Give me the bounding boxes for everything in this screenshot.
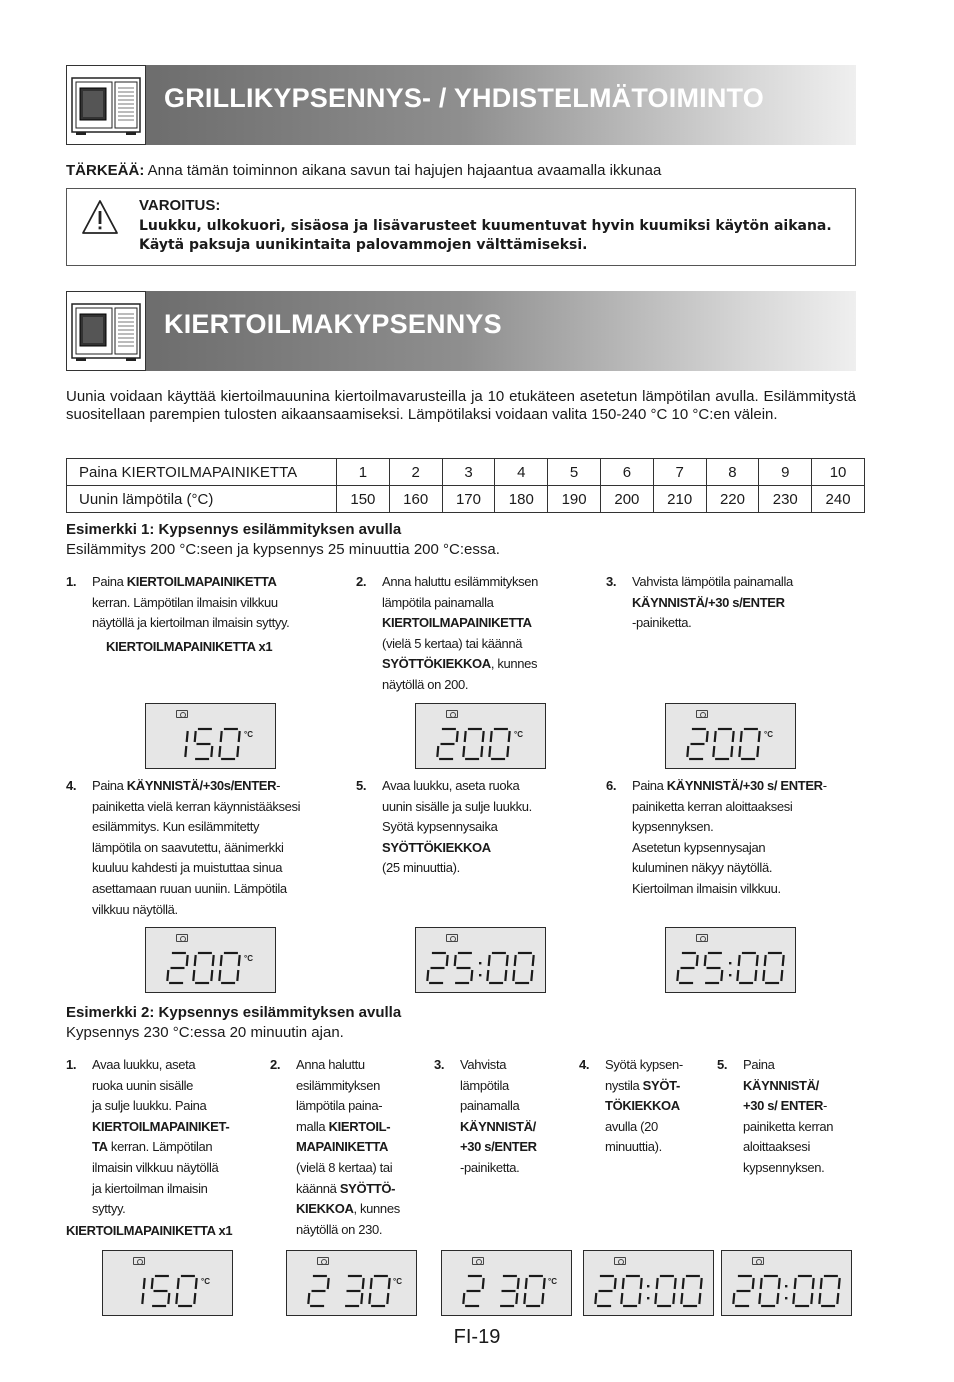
warning-box xyxy=(66,188,856,266)
step-line: malla KIERTOIL- xyxy=(296,1118,391,1134)
lcd-segment xyxy=(819,1293,820,1304)
step-line: painiketta kerran xyxy=(743,1118,834,1134)
lcd-segment xyxy=(737,970,738,981)
lcd-digits xyxy=(450,1267,562,1313)
step-line: -painiketta. xyxy=(460,1159,520,1175)
step-line: KÄYNNISTÄ/+30 s/ENTER xyxy=(632,594,785,610)
example1-step1-action: KIERTOILMAPAINIKETTA x1 xyxy=(106,639,273,654)
lcd-segment xyxy=(487,970,488,981)
step-number: 5. xyxy=(717,1057,728,1072)
lcd-colon xyxy=(647,1285,649,1287)
lcd-segment xyxy=(489,955,490,966)
lcd-colon xyxy=(647,1297,649,1299)
fan-icon xyxy=(752,1257,764,1265)
step-line: painiketta vielä kerran käynnistääksesi xyxy=(92,798,301,814)
lcd-segment xyxy=(739,955,740,966)
lcd-digits xyxy=(674,720,786,766)
step-line: Avaa luukku, aseta xyxy=(92,1057,196,1072)
lcd-unit: °C xyxy=(514,730,523,739)
step-line: kerran. Lämpötilan ilmaisin vilkkuu xyxy=(92,594,278,610)
table-cell: 7 xyxy=(653,459,706,486)
step-line: SYÖTTÖKIEKKOA xyxy=(382,839,491,855)
grill-section-banner xyxy=(66,65,856,145)
step-number: 1. xyxy=(66,574,77,589)
lcd-segment xyxy=(733,1293,734,1304)
lcd-segment xyxy=(755,970,756,981)
table-cell: 190 xyxy=(548,486,601,513)
lcd-segment xyxy=(187,955,188,966)
lcd-segment xyxy=(167,970,168,981)
lcd-segment xyxy=(779,1278,780,1289)
step-line: SYÖTTÖKIEKKOA, kunnes xyxy=(382,656,538,672)
lcd-segment xyxy=(763,970,764,981)
step-line: kypsennyksen. xyxy=(743,1159,825,1175)
lcd-segment xyxy=(195,955,196,966)
lcd-segment xyxy=(677,970,678,981)
warning-title: VAROITUS: xyxy=(139,197,221,214)
lcd-unit: °C xyxy=(393,1277,402,1286)
step-line: painiketta kerran aloittaaksesi xyxy=(632,798,793,814)
warning-icon xyxy=(81,199,119,235)
lcd-unit: °C xyxy=(244,730,253,739)
lcd-colon xyxy=(729,974,731,976)
lcd-segment xyxy=(699,1293,700,1304)
table-cell: 1 xyxy=(337,459,390,486)
lcd-digits xyxy=(295,1267,407,1313)
lcd-segment xyxy=(185,746,186,757)
step-line: +30 s/ ENTER- xyxy=(743,1098,827,1114)
lcd-display xyxy=(665,703,796,769)
lcd-segment xyxy=(795,1278,796,1289)
fan-icon xyxy=(176,934,188,942)
table-cell: 6 xyxy=(600,459,653,486)
step-line: näytöllä on 200. xyxy=(382,676,469,692)
step-line: ruoka uunin sisälle xyxy=(92,1077,194,1093)
step-line: ja sulje luukku. Paina xyxy=(92,1098,207,1114)
lcd-segment xyxy=(715,731,716,742)
lcd-segment xyxy=(168,1293,169,1304)
lcd-colon xyxy=(479,962,481,964)
table-cell: 9 xyxy=(759,459,812,486)
fan-icon xyxy=(614,1257,626,1265)
step-line: uunin sisälle ja sulje luukku. xyxy=(382,798,532,814)
lcd-segment xyxy=(821,1278,822,1289)
example1-subheading: Esilämmitys 200 °C:seen ja kypsennys 25 minuuttia 200 °C:essa. xyxy=(66,541,500,558)
lcd-segment xyxy=(697,955,698,966)
step-line: Avaa luukku, aseta ruoka xyxy=(382,778,520,793)
lcd-segment xyxy=(239,955,240,966)
table-cell: 180 xyxy=(495,486,548,513)
step-line: ja kiertoilman ilmaisin xyxy=(92,1180,208,1196)
lcd-segment xyxy=(221,731,222,742)
lcd-colon xyxy=(785,1285,787,1287)
microwave-icon xyxy=(66,291,146,371)
step-number: 4. xyxy=(66,778,77,793)
lcd-segment xyxy=(681,1293,682,1304)
step-text xyxy=(92,776,300,920)
table-cell: 220 xyxy=(706,486,759,513)
step-line: Syötä kypsen- xyxy=(605,1057,683,1072)
step-text xyxy=(632,572,793,634)
step-line: kuuluu kahdesti ja muistuttaa sinua xyxy=(92,860,283,876)
fan-icon xyxy=(696,934,708,942)
lcd-segment xyxy=(152,1278,153,1289)
step-line: esilämmityksen xyxy=(296,1077,380,1093)
warning-text: Luukku, ulkokuori, sisäosa ja lisävarusteet kuumentuvat hyvin kuumiksi käytön aikana. Käytä paksuja uunikintaita palovammojen välttämiseksi. xyxy=(139,218,832,253)
intro-paragraph: Uunia voidaan käyttää kiertoilmauunina kiertoilmavarusteilla ja 10 etukäteen asetetun lämpötilan avulla. Esilämmitystä suositellaan parempien tulosten aikaansaamiseksi. Lämpötilaksi voidaan valita 150-240 °C 10 °C:en välein. xyxy=(66,388,856,423)
lcd-display xyxy=(145,927,276,993)
lcd-segment xyxy=(811,1293,812,1304)
lcd-segment xyxy=(363,1278,364,1289)
lcd-segment xyxy=(705,955,706,966)
lcd-segment xyxy=(194,1293,195,1304)
lcd-segment xyxy=(793,1293,794,1304)
lcd-segment xyxy=(328,1278,329,1289)
lcd-segment xyxy=(657,1278,658,1289)
lcd-segment xyxy=(489,746,490,757)
lcd-digits xyxy=(730,1267,842,1313)
table-row-label: Paina KIERTOILMAPAINIKETTA xyxy=(67,459,337,486)
step-line: näytöllä on 230. xyxy=(296,1221,383,1237)
lcd-segment xyxy=(777,1293,778,1304)
lcd-segment xyxy=(595,1293,596,1304)
lcd-digits xyxy=(424,720,536,766)
table-cell: 2 xyxy=(389,459,442,486)
lcd-segment xyxy=(759,731,760,742)
step-line: KÄYNNISTÄ/ xyxy=(460,1118,536,1134)
lcd-segment xyxy=(731,746,732,757)
step-text xyxy=(92,572,289,634)
lcd-segment xyxy=(733,731,734,742)
lcd-colon xyxy=(479,974,481,976)
lcd-display xyxy=(665,927,796,993)
lcd-segment xyxy=(178,1278,179,1289)
lcd-segment xyxy=(507,746,508,757)
lcd-segment xyxy=(513,970,514,981)
lcd-segment xyxy=(483,1278,484,1289)
step-number: 3. xyxy=(606,574,617,589)
step-number: 1. xyxy=(66,1057,77,1072)
step-number: 4. xyxy=(579,1057,590,1072)
lcd-display xyxy=(286,1250,417,1316)
lcd-segment xyxy=(673,1293,674,1304)
lcd-segment xyxy=(509,731,510,742)
table-cell: 10 xyxy=(812,459,865,486)
step-line: painamalla xyxy=(460,1098,520,1114)
step-line: Paina KIERTOILMAPAINIKETTA xyxy=(92,574,277,589)
lcd-segment xyxy=(457,731,458,742)
step-line: vilkkuu näytöllä. xyxy=(92,901,178,917)
lcd-colon xyxy=(785,1297,787,1299)
lcd-segment xyxy=(463,746,464,757)
step-line: TA kerran. Lämpötilan xyxy=(92,1139,213,1155)
lcd-segment xyxy=(237,970,238,981)
step-line: -painiketta. xyxy=(632,615,692,631)
lcd-segment xyxy=(621,1293,622,1304)
step-line: esilämmitys. Kun esilämmitetty xyxy=(92,819,260,835)
table-cell: 160 xyxy=(389,486,442,513)
lcd-segment xyxy=(713,746,714,757)
temperature-table xyxy=(66,458,865,513)
table-row-label: Uunin lämpötila (°C) xyxy=(67,486,337,513)
lcd-digits xyxy=(111,1267,223,1313)
step-line: lämpötila on saavutettu, äänimerkki xyxy=(92,839,284,855)
lcd-unit: °C xyxy=(201,1277,210,1286)
table-cell: 4 xyxy=(495,459,548,486)
step-number: 2. xyxy=(270,1057,281,1072)
step-text xyxy=(296,1055,400,1240)
table-cell: 240 xyxy=(812,486,865,513)
table-cell: 150 xyxy=(337,486,390,513)
step-line: KÄYNNISTÄ/ xyxy=(743,1077,819,1093)
step-line: Paina KÄYNNISTÄ/+30 s/ ENTER- xyxy=(632,778,827,793)
fan-icon xyxy=(317,1257,329,1265)
table-cell: 170 xyxy=(442,486,495,513)
fan-icon xyxy=(696,710,708,718)
fan-icon xyxy=(446,934,458,942)
table-cell: 3 xyxy=(442,459,495,486)
table-cell: 210 xyxy=(653,486,706,513)
table-row xyxy=(67,486,865,513)
lcd-segment xyxy=(615,1278,616,1289)
lcd-segment xyxy=(655,1293,656,1304)
step-line: TÖKIEKKOA xyxy=(605,1098,680,1114)
table-cell: 8 xyxy=(706,459,759,486)
lcd-unit: °C xyxy=(764,730,773,739)
step-line: (25 minuuttia). xyxy=(382,860,460,876)
lcd-unit: °C xyxy=(244,954,253,963)
lcd-segment xyxy=(389,1278,390,1289)
step-line: kuluminen näkyy näytöllä. xyxy=(632,860,773,876)
lcd-segment xyxy=(211,970,212,981)
lcd-segment xyxy=(463,1293,464,1304)
step-line: asettamaan ruuan uuniin. Lämpötila xyxy=(92,880,287,896)
step-line: MAPAINIKETTA xyxy=(296,1139,389,1155)
step-line: lämpötila xyxy=(460,1077,509,1093)
lcd-segment xyxy=(759,1293,760,1304)
step-line: (vielä 5 kertaa) tai käännä xyxy=(382,635,523,651)
lcd-segment xyxy=(707,731,708,742)
lcd-segment xyxy=(144,1278,145,1289)
step-line: KIERTOILMAPAINIKET- xyxy=(92,1118,230,1134)
example2-subheading: Kypsennys 230 °C:essa 20 minuutin ajan. xyxy=(66,1024,344,1041)
step-line: käännä SYÖTTÖ- xyxy=(296,1180,396,1196)
lcd-segment xyxy=(524,1293,525,1304)
fan-icon xyxy=(472,1257,484,1265)
lcd-display xyxy=(415,927,546,993)
lcd-segment xyxy=(142,1293,143,1304)
lcd-segment xyxy=(813,1278,814,1289)
lcd-segment xyxy=(239,731,240,742)
lcd-segment xyxy=(741,731,742,742)
lcd-segment xyxy=(739,746,740,757)
table-cell: 200 xyxy=(600,486,653,513)
step-text xyxy=(382,572,538,696)
step-line: Paina xyxy=(743,1057,775,1072)
lcd-segment xyxy=(531,970,532,981)
lcd-segment xyxy=(839,1278,840,1289)
lcd-display xyxy=(441,1250,572,1316)
lcd-colon xyxy=(729,962,731,964)
step-line: Syötä kypsennysaika xyxy=(382,819,498,835)
step-line: KIERTOILMAPAINIKETTA xyxy=(382,615,532,631)
lcd-segment xyxy=(219,746,220,757)
lcd-segment xyxy=(196,1278,197,1289)
lcd-display xyxy=(583,1250,714,1316)
step-line: näytöllä ja kiertoilman ilmaisin syttyy. xyxy=(92,615,290,631)
lcd-segment xyxy=(687,746,688,757)
step-line: ilmaisin vilkkuu näytöllä xyxy=(92,1159,219,1175)
step-line: avulla (20 xyxy=(605,1118,658,1134)
lcd-segment xyxy=(641,1278,642,1289)
step-number: 3. xyxy=(434,1057,445,1072)
lcd-digits xyxy=(592,1267,704,1313)
convection-section-title: KIERTOILMAKYPSENNYS xyxy=(164,309,502,339)
lcd-segment xyxy=(219,970,220,981)
lcd-segment xyxy=(483,731,484,742)
step-number: 2. xyxy=(356,574,367,589)
lcd-segment xyxy=(515,955,516,966)
table-row xyxy=(67,459,865,486)
lcd-segment xyxy=(761,1278,762,1289)
lcd-segment xyxy=(369,1293,370,1304)
lcd-display xyxy=(145,703,276,769)
step-text xyxy=(743,1055,833,1179)
fan-icon xyxy=(133,1257,145,1265)
lcd-digits xyxy=(674,944,786,990)
example1-heading: Esimerkki 1: Kypsennys esilämmityksen avulla xyxy=(66,521,402,538)
lcd-segment xyxy=(221,955,222,966)
lcd-segment xyxy=(518,1278,519,1289)
step-text xyxy=(382,776,532,879)
lcd-segment xyxy=(187,731,188,742)
lcd-segment xyxy=(491,731,492,742)
lcd-segment xyxy=(516,1293,517,1304)
lcd-segment xyxy=(701,1278,702,1289)
lcd-segment xyxy=(526,1278,527,1289)
lcd-segment xyxy=(837,1293,838,1304)
lcd-segment xyxy=(675,1278,676,1289)
lcd-segment xyxy=(481,746,482,757)
lcd-segment xyxy=(542,1293,543,1304)
lcd-display xyxy=(415,703,546,769)
step-line: kypsennyksen. xyxy=(632,819,714,835)
lcd-segment xyxy=(176,1293,177,1304)
step-line: Paina KÄYNNISTÄ/+30s/ENTER- xyxy=(92,778,281,793)
lcd-segment xyxy=(753,1278,754,1289)
step-line: lämpötila painamalla xyxy=(382,594,494,610)
lcd-segment xyxy=(455,955,456,966)
lcd-segment xyxy=(371,1278,372,1289)
fan-icon xyxy=(176,710,188,718)
lcd-display xyxy=(721,1250,852,1316)
lcd-digits xyxy=(424,944,536,990)
lcd-segment xyxy=(765,955,766,966)
lcd-segment xyxy=(237,746,238,757)
lcd-segment xyxy=(465,731,466,742)
step-line: Vahvista xyxy=(460,1057,507,1072)
lcd-segment xyxy=(544,1278,545,1289)
step-line: nystila SYÖT- xyxy=(605,1077,680,1093)
lcd-display xyxy=(102,1250,233,1316)
lcd-segment xyxy=(507,955,508,966)
step-number: 5. xyxy=(356,778,367,793)
lcd-segment xyxy=(783,955,784,966)
page-number: FI-19 xyxy=(453,1326,501,1348)
lcd-segment xyxy=(361,1293,362,1304)
step-line: KIEKKOA, kunnes xyxy=(296,1201,400,1217)
lcd-segment xyxy=(387,1293,388,1304)
lcd-digits xyxy=(154,944,266,990)
lcd-digits xyxy=(154,720,266,766)
lcd-segment xyxy=(757,746,758,757)
important-note: TÄRKEÄÄ: Anna tämän toiminnon aikana savun tai hajujen hajaantua avaamalla ikkunaa xyxy=(66,162,662,179)
step-line: lämpötila paina- xyxy=(296,1098,383,1114)
lcd-segment xyxy=(427,970,428,981)
lcd-segment xyxy=(623,1278,624,1289)
step-line: Anna haluttu esilämmityksen xyxy=(382,574,539,589)
step-line: (vielä 8 kertaa) tai xyxy=(296,1159,393,1175)
step-line: Anna haluttu xyxy=(296,1057,365,1072)
example2-heading: Esimerkki 2: Kypsennys esilämmityksen avulla xyxy=(66,1004,402,1021)
lcd-unit: °C xyxy=(548,1277,557,1286)
step-text xyxy=(92,1055,229,1220)
step-line: Vahvista lämpötila painamalla xyxy=(632,574,793,589)
lcd-segment xyxy=(211,746,212,757)
lcd-segment xyxy=(639,1293,640,1304)
lcd-segment xyxy=(437,746,438,757)
fan-icon xyxy=(446,710,458,718)
lcd-segment xyxy=(781,970,782,981)
lcd-segment xyxy=(505,970,506,981)
step-line: Kiertoilman ilmaisin vilkkuu. xyxy=(632,880,781,896)
lcd-segment xyxy=(193,970,194,981)
step-line: minuuttia). xyxy=(605,1139,662,1155)
lcd-segment xyxy=(213,955,214,966)
lcd-segment xyxy=(308,1293,309,1304)
step-text xyxy=(460,1055,537,1179)
table-cell: 5 xyxy=(548,459,601,486)
lcd-segment xyxy=(471,970,472,981)
step-text xyxy=(605,1055,683,1158)
lcd-segment xyxy=(721,970,722,981)
step-text xyxy=(632,776,827,900)
step-number: 6. xyxy=(606,778,617,793)
table-cell: 230 xyxy=(759,486,812,513)
lcd-segment xyxy=(757,955,758,966)
lcd-segment xyxy=(683,1278,684,1289)
convection-section-banner xyxy=(66,291,856,371)
step-line: syttyy. xyxy=(92,1201,126,1217)
lcd-segment xyxy=(533,955,534,966)
grill-section-title: GRILLIKYPSENNYS- / YHDISTELMÄTOIMINTO xyxy=(164,83,764,113)
step-line: aloittaaksesi xyxy=(743,1139,810,1155)
step-line: Asetetun kypsennysajan xyxy=(632,839,766,855)
lcd-segment xyxy=(447,955,448,966)
step-line: +30 s/ENTER xyxy=(460,1139,537,1155)
lcd-segment xyxy=(195,731,196,742)
microwave-icon xyxy=(66,65,146,145)
example2-step1-action: KIERTOILMAPAINIKETTA x1 xyxy=(66,1223,233,1238)
